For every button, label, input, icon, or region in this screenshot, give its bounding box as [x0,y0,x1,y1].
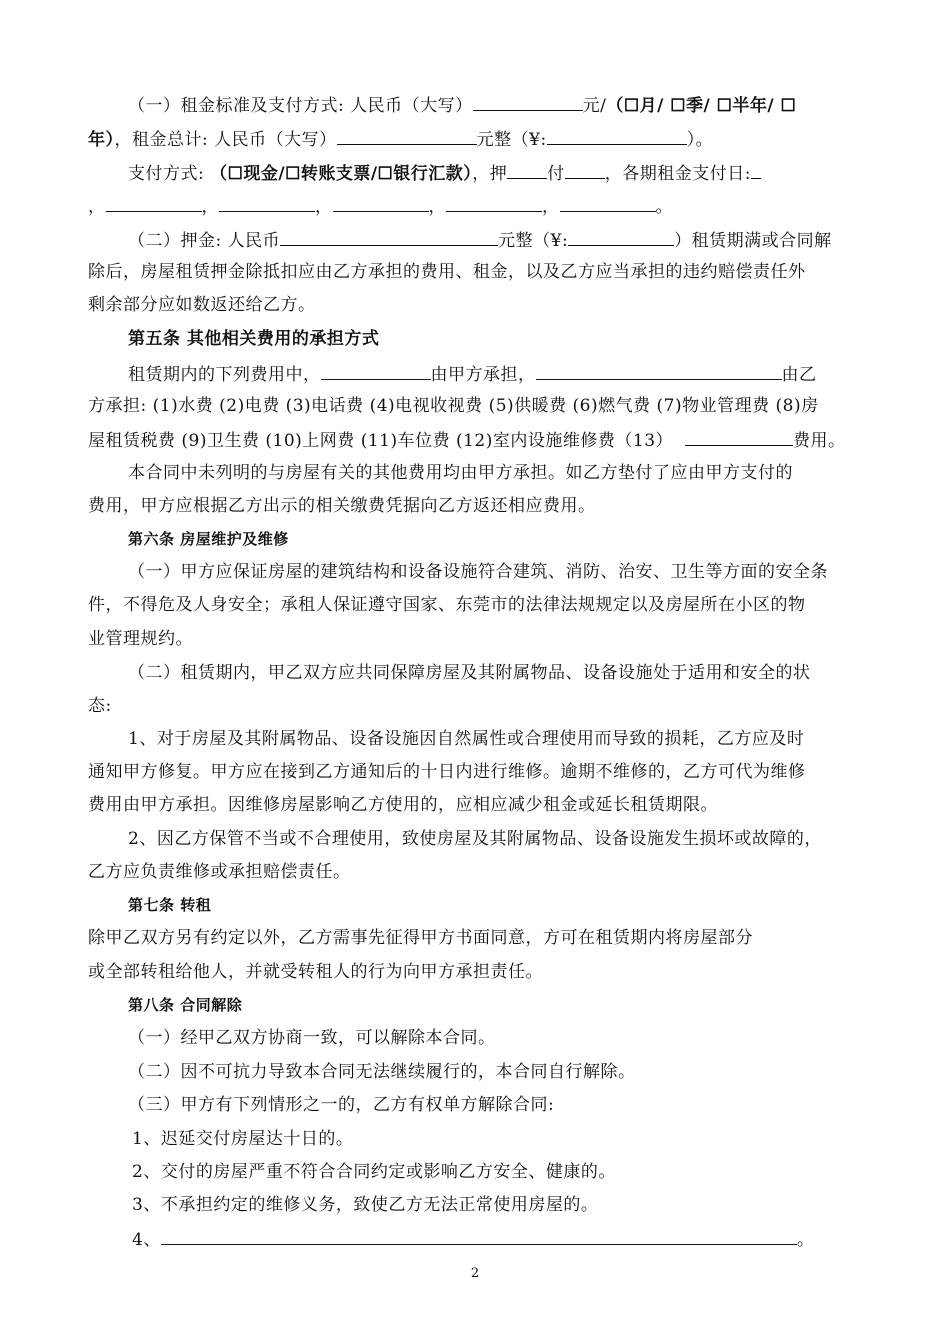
payment-day-blank [560,193,656,212]
payment-day-blank [446,193,542,212]
s7-line-2: 或全部转租给他人，并就受转租人的行为向甲方承担责任。 [88,962,543,982]
s6-line-8: 费用由甲方承担。因维修房屋影响乙方使用的，应相应减少租金或延长租赁期限。 [88,795,718,815]
section-7-title: 第七条 转租 [128,896,212,914]
fees-list-1: 方承担: (1)水费 (2)电费 (3)电话费 (4)电视收视费 (5)供暖费 (6)燃气费 (7)物业管理费 (8)房 [88,396,819,416]
comma: ， [88,197,106,217]
item-4-blank [161,1226,797,1245]
rent-total-yen-label: 元整（¥: [476,130,547,150]
rent-total-close: ）。 [686,130,714,150]
deposit-amount-blank [280,227,498,246]
payment-day-blank [106,193,202,212]
payment-day-label: ，各期租金支付日: [604,164,752,184]
s6-line-1: （一）甲方应保证房屋的建筑结构和设备设施符合建筑、消防、治安、卫生等方面的安全条 [128,562,828,582]
item-4-number: 4、 [132,1230,161,1250]
pay-months-blank [565,160,605,179]
s6-line-10: 乙方应负责维修或承担赔偿责任。 [88,862,351,882]
rent-period-year: 年） [88,130,115,150]
section-5-title: 第五条 其他相关费用的承担方式 [128,329,380,349]
s6-line-6: 1、对于房屋及其附属物品、设备设施因自然属性或合理使用而导致的损耗，乙方应及时 [128,729,805,749]
deposit-line [128,227,908,253]
deposit-text-c: 剩余部分应如数返还给乙方。 [88,295,316,315]
deposit-yen-blank [568,227,674,246]
rent-total-label: ，租金总计: 人民币（大写） [114,130,337,150]
fees-para-2: 费用，甲方应根据乙方出示的相关缴费凭据向乙方返还相应费用。 [88,496,596,516]
landlord-fees-blank [321,361,431,380]
s8-line-6: 3、不承担约定的维修义务，致使乙方无法正常使用房屋的。 [132,1195,599,1215]
rent-unit-text: 元/ [582,96,607,116]
fees-line-1 [128,361,908,387]
pay-label: 付 [547,164,565,184]
s6-line-7: 通知甲方修复。甲方应在接到乙方通知后的十日内进行维修。逾期不维修的，乙方可代为维修 [88,762,806,782]
s6-line-5: 态: [88,696,112,716]
s8-line-5: 2、交付的房屋严重不符合合同约定或影响乙方安全、健康的。 [132,1162,616,1182]
comma: ， [542,197,560,217]
fees-list-2-text: 屋租赁税费 (9)卫生费 (10)上网费 (11)车位费 (12)室内设施维修费（13） [88,431,674,451]
rent-standard-label: （一）租金标准及支付方式: 人民币（大写） [128,96,473,116]
rent-total-blank [337,126,477,145]
fees-para-1: 本合同中未列明的与房屋有关的其他费用均由甲方承担。如乙方垫付了应由甲方支付的 [128,463,793,483]
other-fee-blank [685,427,793,446]
payment-days-line [88,193,868,219]
fees-intro: 租赁期内的下列费用中， [128,365,321,385]
rent-total-line [88,126,868,152]
rent-amount-blank [473,92,583,111]
section-8-title: 第八条 合同解除 [128,996,243,1014]
s8-line-1: （一）经甲乙双方协商一致，可以解除本合同。 [128,1028,496,1048]
s6-line-9: 2、因乙方保管不当或不合理使用，致使房屋及其附属物品、设备设施发生损坏或故障的， [128,829,822,849]
period: 。 [655,197,673,217]
deposit-months-blank [507,160,547,179]
payment-method-line [128,160,908,186]
s8-line-4: 1、迟延交付房屋达十日的。 [132,1129,354,1149]
s8-line-7 [132,1226,912,1252]
rent-period-options: （☐月/ ☐季/ ☐半年/ ☐ [606,96,797,116]
fees-suffix: 费用。 [793,431,846,451]
deposit-amount-label: （二）押金: 人民币 [128,231,281,251]
s7-line-1: 除甲乙双方另有约定以外，乙方需事先征得甲方书面同意，方可在租赁期内将房屋部分 [88,928,753,948]
deposit-yen-label: 元整（¥: [498,231,569,251]
section-6-title: 第六条 房屋维护及维修 [128,530,289,548]
payment-method-options: （☐现金/☐转账支票/☐银行汇款） [210,164,473,184]
rent-total-yen-blank [547,126,687,145]
period: 。 [796,1230,815,1250]
s6-line-3: 业管理规约。 [88,629,193,649]
s8-line-2: （二）因不可抗力导致本合同无法继续履行的，本合同自行解除。 [128,1062,636,1082]
tenant-fees-label: 由乙 [781,365,817,385]
payment-day-blank [333,193,429,212]
fees-list-2 [88,427,868,453]
deposit-text-a: ）租赁期满或合同解 [674,231,832,251]
s6-line-2: 件，不得危及人身安全；承租人保证遵守国家、东莞市的法律法规规定以及房屋所在小区的物 [88,595,806,615]
tenant-fees-blank [536,361,782,380]
rent-standard-line [128,92,908,118]
comma: ， [428,197,446,217]
page-number: 2 [470,1266,480,1281]
s8-line-3: （三）甲方有下列情形之一的，乙方有权单方解除合同: [128,1095,555,1115]
deposit-label: ，押 [472,164,508,184]
payment-method-label: 支付方式: [128,164,211,184]
deposit-text-b: 除后，房屋租赁押金除抵扣应由乙方承担的费用、租金，以及乙方应当承担的违约赔偿责任外 [88,262,806,282]
payment-day-blank [219,193,315,212]
landlord-fees-label: 由甲方承担， [430,365,536,385]
s6-line-4: （二）租赁期内，甲乙双方应共同保障房屋及其附属物品、设备设施处于适用和安全的状 [128,663,811,683]
comma: ， [201,197,219,217]
payment-day-blank [751,160,761,179]
comma: ， [315,197,333,217]
